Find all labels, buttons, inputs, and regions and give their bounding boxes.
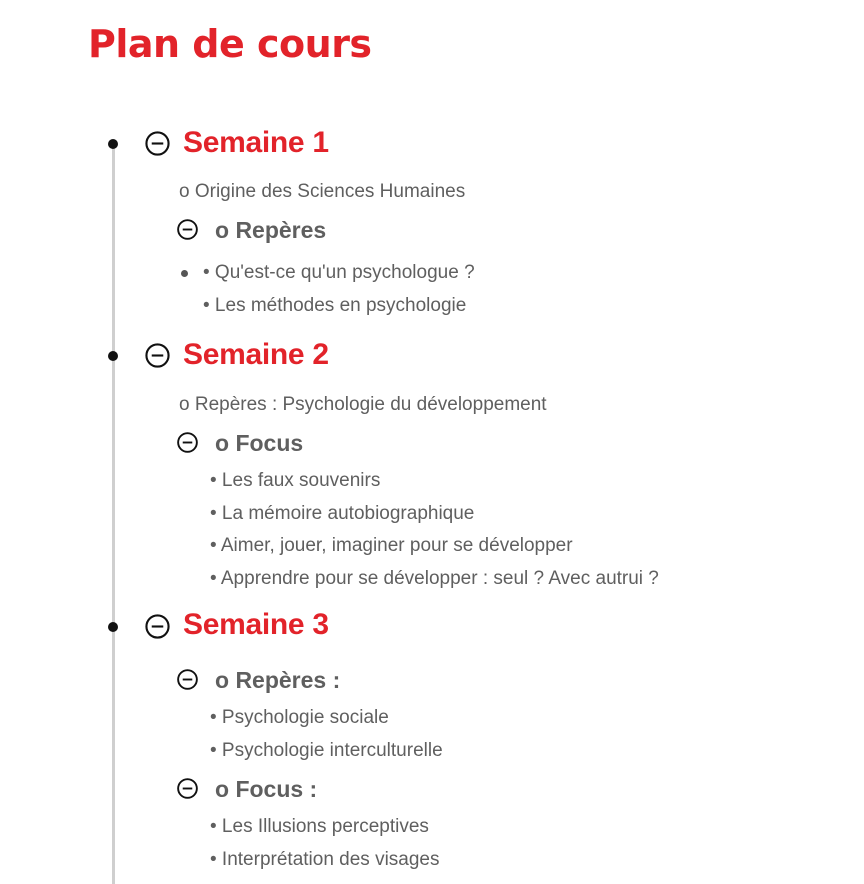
nested-bullet-icon: [181, 270, 188, 277]
list-item: • Les méthodes en psychologie: [203, 295, 467, 316]
list-item: • Psychologie sociale: [210, 707, 389, 728]
week-1-title[interactable]: Semaine 1: [183, 126, 329, 159]
week-1-section-1-collapse-minus-circle-icon[interactable]: [177, 219, 198, 240]
week-2-section-1-title[interactable]: o Focus: [215, 430, 304, 456]
page-title: Plan de cours: [88, 22, 372, 66]
timeline-line: [112, 144, 115, 884]
week-3-bullet-icon: [108, 622, 118, 632]
week-3-section-1-collapse-minus-circle-icon[interactable]: [177, 669, 198, 690]
list-item: • Qu'est-ce qu'un psychologue ?: [203, 262, 475, 283]
list-item: • Interprétation des visages: [210, 849, 440, 870]
week-3-section-1-title[interactable]: o Repères :: [215, 667, 341, 693]
week-2-title[interactable]: Semaine 2: [183, 338, 329, 371]
week-2-section-1-collapse-minus-circle-icon[interactable]: [177, 432, 198, 453]
week-2-text: o Repères : Psychologie du développement: [179, 394, 547, 415]
list-item: • Psychologie interculturelle: [210, 740, 443, 761]
week-2-collapse-minus-circle-icon[interactable]: [145, 343, 170, 368]
week-1-bullet-icon: [108, 139, 118, 149]
week-1-collapse-minus-circle-icon[interactable]: [145, 131, 170, 156]
week-3-collapse-minus-circle-icon[interactable]: [145, 614, 170, 639]
week-2-bullet-icon: [108, 351, 118, 361]
week-1-section-1-title[interactable]: o Repères: [215, 217, 327, 243]
week-3-section-2-title[interactable]: o Focus :: [215, 776, 318, 802]
list-item: • Les faux souvenirs: [210, 470, 381, 491]
list-item: • La mémoire autobiographique: [210, 503, 475, 524]
list-item: • Les Illusions perceptives: [210, 816, 429, 837]
week-3-title[interactable]: Semaine 3: [183, 608, 329, 641]
week-1-text: o Origine des Sciences Humaines: [179, 181, 466, 202]
list-item: • Apprendre pour se développer : seul ? Avec autrui ?: [210, 568, 659, 589]
list-item: • Aimer, jouer, imaginer pour se développer: [210, 535, 573, 556]
week-3-section-2-collapse-minus-circle-icon[interactable]: [177, 778, 198, 799]
